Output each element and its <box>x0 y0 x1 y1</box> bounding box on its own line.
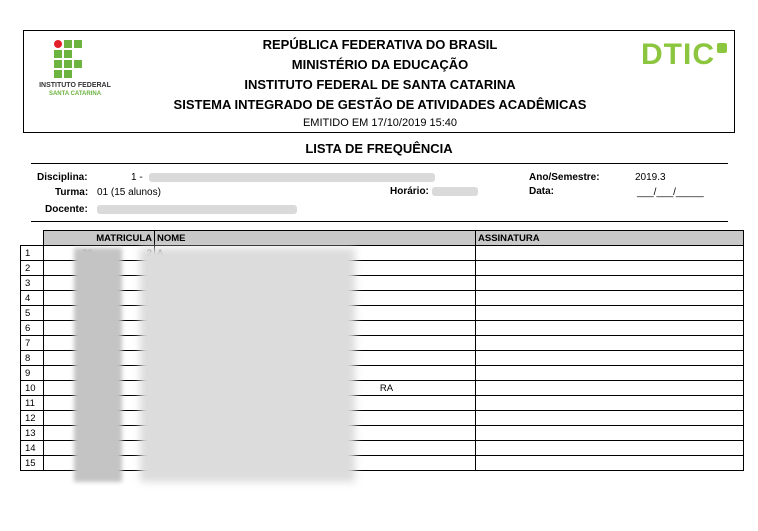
data-label: Data: <box>529 186 555 197</box>
row-number: 15 <box>21 456 44 471</box>
table-row <box>21 306 744 321</box>
table-row <box>21 396 744 411</box>
row-number: 2 <box>21 261 44 276</box>
horario-redacted <box>432 187 478 196</box>
header-line-sistema: SISTEMA INTEGRADO DE GESTÃO DE ATIVIDADES ACADÊMICAS <box>173 97 587 112</box>
ifsc-logo-icon <box>54 40 94 82</box>
header-line-republica: REPÚBLICA FEDERATIVA DO BRASIL <box>262 37 498 52</box>
assinatura-cell[interactable] <box>476 396 744 411</box>
assinatura-cell[interactable] <box>476 276 744 291</box>
docente-label: Docente: <box>45 204 88 215</box>
assinatura-cell[interactable] <box>476 441 744 456</box>
row-number: 7 <box>21 336 44 351</box>
header-line-instituto: INSTITUTO FEDERAL DE SANTA CATARINA <box>244 77 516 92</box>
turma-label: Turma: <box>55 187 89 198</box>
disciplina-redacted <box>149 173 435 182</box>
assinatura-cell[interactable] <box>476 321 744 336</box>
row-number: 11 <box>21 396 44 411</box>
row-number: 4 <box>21 291 44 306</box>
table-row <box>21 366 744 381</box>
assinatura-cell[interactable] <box>476 426 744 441</box>
nome-tail: RA <box>379 382 394 394</box>
turma-value: 01 (15 alunos) <box>97 187 161 198</box>
row-number: 14 <box>21 441 44 456</box>
assinatura-cell[interactable] <box>476 366 744 381</box>
table-row <box>21 441 744 456</box>
assinatura-cell[interactable] <box>476 291 744 306</box>
table-row <box>21 381 744 396</box>
matricula-redaction <box>74 248 122 482</box>
horario-label: Horário: <box>390 186 429 197</box>
dtic-logo: DTIC <box>641 38 715 71</box>
row-number: 6 <box>21 321 44 336</box>
row-number: 3 <box>21 276 44 291</box>
logo-text-instituto: INSTITUTO FEDERAL <box>39 82 111 89</box>
document-title: LISTA DE FREQUÊNCIA <box>305 141 453 156</box>
table-row <box>21 276 744 291</box>
disciplina-value: 1 - <box>131 172 143 183</box>
assinatura-cell[interactable] <box>476 456 744 471</box>
header-blank <box>21 231 44 246</box>
header-matricula: MATRICULA <box>44 231 155 246</box>
table-row <box>21 321 744 336</box>
assinatura-cell[interactable] <box>476 411 744 426</box>
docente-redacted <box>97 205 297 214</box>
table-row <box>21 411 744 426</box>
table-row <box>21 336 744 351</box>
assinatura-cell[interactable] <box>476 306 744 321</box>
row-number: 1 <box>21 246 44 261</box>
table-row <box>21 426 744 441</box>
ano-semestre-label: Ano/Semestre: <box>529 172 600 183</box>
attendance-table <box>20 230 744 471</box>
assinatura-cell[interactable] <box>476 246 744 261</box>
row-number: 13 <box>21 426 44 441</box>
table-row <box>21 291 744 306</box>
table-row <box>21 456 744 471</box>
assinatura-cell[interactable] <box>476 351 744 366</box>
row-number: 5 <box>21 306 44 321</box>
ano-semestre-value: 2019.3 <box>635 172 666 183</box>
disciplina-label: Disciplina: <box>37 172 88 183</box>
nome-redaction <box>140 248 355 482</box>
table-row <box>21 246 744 261</box>
header-line-ministerio: MINISTÉRIO DA EDUCAÇÃO <box>291 57 469 72</box>
assinatura-cell[interactable] <box>476 336 744 351</box>
table-header-row <box>21 231 744 246</box>
table-row <box>21 351 744 366</box>
row-number: 10 <box>21 381 44 396</box>
row-number: 9 <box>21 366 44 381</box>
dtic-logo-dot-icon <box>717 43 727 53</box>
assinatura-cell[interactable] <box>476 381 744 396</box>
assinatura-cell[interactable] <box>476 261 744 276</box>
divider-bottom <box>31 221 728 222</box>
emitted-date: EMITIDO EM 17/10/2019 15:40 <box>302 117 458 129</box>
header-assinatura: ASSINATURA <box>476 231 744 246</box>
divider-top <box>31 163 728 164</box>
table-row <box>21 261 744 276</box>
logo-text-santa-catarina: SANTA CATARINA <box>48 91 102 97</box>
data-value: ___/___/_____ <box>637 187 704 198</box>
row-number: 8 <box>21 351 44 366</box>
header-nome: NOME <box>155 231 476 246</box>
row-number: 12 <box>21 411 44 426</box>
ifsc-logo <box>30 40 120 100</box>
